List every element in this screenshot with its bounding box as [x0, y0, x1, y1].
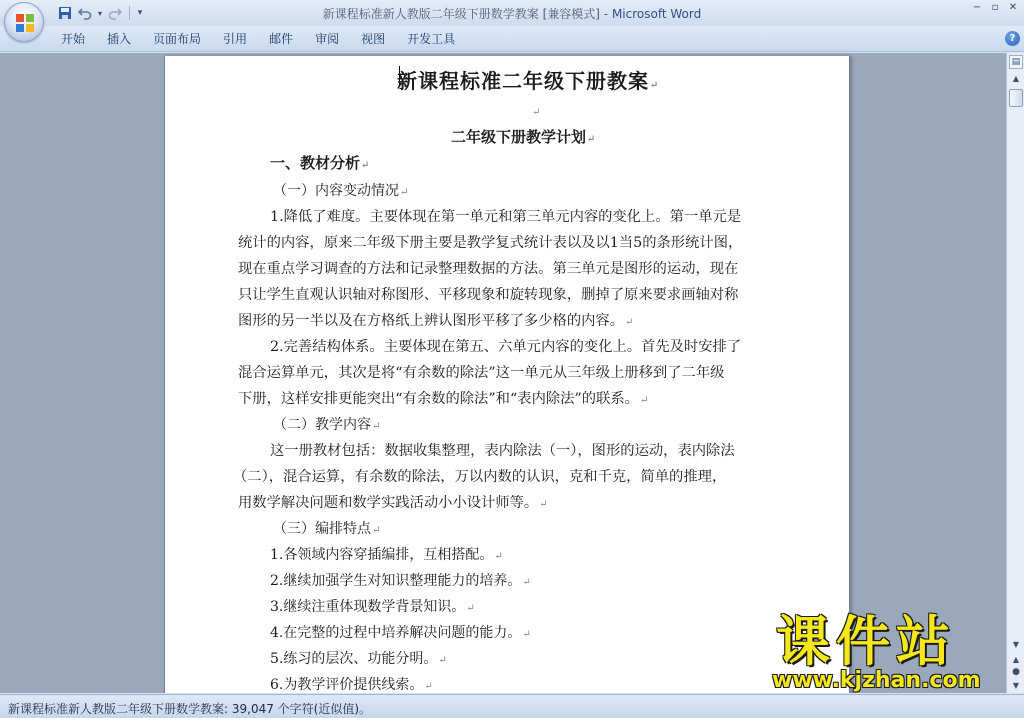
select-browse-object-icon[interactable]: ●: [1012, 667, 1020, 677]
paragraph-mark: ↵: [539, 499, 548, 510]
list-item[interactable]: 2.继续加强学生对知识整理能力的培养。↵: [270, 573, 531, 589]
list-item[interactable]: 1.各领域内容穿插编排，互相搭配。↵: [270, 547, 503, 563]
tab-developer[interactable]: 开发工具: [407, 32, 456, 46]
body-line[interactable]: 只让学生直观认识轴对称图形、平移现象和旋转现象，删掉了原来要求画轴对称: [238, 287, 739, 303]
close-button[interactable]: ✕: [1008, 1, 1018, 13]
paragraph-mark: ↵: [372, 421, 381, 432]
ribbon-tabs: [50, 30, 466, 48]
list-item[interactable]: 5.练习的层次、功能分明。↵: [270, 651, 447, 667]
tab-insert[interactable]: 插入: [107, 32, 132, 46]
body-line[interactable]: （二），混合运算，有余数的除法，万以内数的认识，克和千克，简单的推理，: [233, 469, 727, 485]
scroll-down-icon[interactable]: ▼: [1012, 639, 1020, 649]
subsection-heading[interactable]: （二）教学内容↵: [273, 417, 381, 433]
status-bar: [0, 694, 1024, 718]
office-button[interactable]: [4, 2, 44, 42]
window-title: [0, 5, 1024, 22]
paragraph-mark: ↵: [532, 107, 541, 118]
body-line[interactable]: 用数学解决问题和数学实践活动小小设计师等。↵: [238, 495, 548, 511]
paragraph-mark: ↵: [522, 577, 531, 588]
paragraph-mark: ↵: [650, 80, 660, 91]
paragraph-mark: ↵: [361, 160, 370, 171]
title-bar: [0, 0, 1024, 26]
title-separator: -: [599, 7, 612, 21]
empty-paragraph[interactable]: [531, 104, 540, 118]
tab-view[interactable]: 视图: [361, 32, 386, 46]
paragraph-mark: ↵: [424, 681, 433, 692]
tab-mailings[interactable]: 邮件: [269, 32, 294, 46]
list-item[interactable]: 4.在完整的过程中培养解决问题的能力。↵: [270, 625, 531, 641]
watermark-url: www.kjzhan.com: [772, 668, 981, 693]
subsection-heading[interactable]: （三）编排特点↵: [273, 521, 381, 537]
body-line[interactable]: 2.完善结构体系。主要体现在第五、六单元内容的变化上。首先及时安排了: [270, 339, 742, 355]
vertical-scrollbar[interactable]: [1006, 53, 1024, 693]
help-icon[interactable]: ?: [1005, 31, 1020, 46]
section-heading[interactable]: 一、教材分析↵: [270, 154, 370, 172]
document-page[interactable]: [164, 56, 850, 693]
window-controls: [968, 0, 1022, 14]
body-line[interactable]: 1.降低了难度。主要体现在第一单元和第三单元内容的变化上。第一单元是: [270, 209, 742, 225]
minimize-button[interactable]: −: [972, 1, 982, 13]
tab-page-layout[interactable]: 页面布局: [153, 32, 202, 46]
ribbon-tab-bar: [0, 26, 1024, 52]
office-logo-icon: [15, 12, 35, 34]
document-name: 新课程标准新人教版二年级下册数学教案 [兼容模式]: [322, 7, 600, 21]
document-workspace: [0, 53, 1006, 693]
watermark: [770, 612, 1010, 696]
restore-button[interactable]: ▫: [991, 1, 999, 13]
subsection-heading[interactable]: （一）内容变动情况↵: [273, 183, 409, 199]
body-line[interactable]: 下册，这样安排更能突出“有余数的除法”和“表内除法”的联系。↵: [238, 391, 649, 407]
body-line[interactable]: 统计的内容，原来二年级下册主要是教学复式统计表以及以1当5的条形统计图，: [238, 235, 743, 251]
document-title[interactable]: 新课程标准二年级下册教案↵: [397, 69, 660, 93]
body-line[interactable]: 混合运算单元，其次是将“有余数的除法”这一单元从三年级上册移到了二年级: [238, 365, 725, 381]
paragraph-mark: ↵: [372, 525, 381, 536]
body-line[interactable]: 这一册教材包括：数据收集整理，表内除法（一），图形的运动，表内除法: [270, 443, 735, 459]
tab-references[interactable]: 引用: [223, 32, 248, 46]
previous-page-icon[interactable]: ▲: [1012, 654, 1020, 664]
word-count-status[interactable]: 新课程标准新人教版二年级下册数学教案: 39,047 个字符(近似值)。: [8, 702, 372, 716]
paragraph-mark: ↵: [587, 134, 596, 145]
scroll-thumb[interactable]: [1009, 89, 1023, 107]
scroll-up-icon[interactable]: ▲: [1012, 73, 1020, 83]
paragraph-mark: ↵: [522, 629, 531, 640]
paragraph-mark: ↵: [438, 655, 447, 666]
tab-review[interactable]: 审阅: [315, 32, 340, 46]
body-line[interactable]: 现在重点学习调查的方法和记录整理数据的方法。第三单元是图形的运动，现在: [238, 261, 739, 277]
paragraph-mark: ↵: [494, 551, 503, 562]
list-item[interactable]: 6.为教学评价提供线索。↵: [270, 677, 433, 693]
paragraph-mark: ↵: [639, 395, 649, 406]
next-page-icon[interactable]: ▼: [1012, 680, 1020, 690]
document-subtitle[interactable]: 二年级下册教学计划↵: [451, 128, 596, 146]
body-line[interactable]: 图形的另一半以及在方格纸上辨认图形平移了多少格的内容。↵: [238, 313, 634, 329]
paragraph-mark: ↵: [466, 603, 475, 614]
paragraph-mark: ↵: [400, 187, 409, 198]
list-item[interactable]: 3.继续注重体现数学背景知识。↵: [270, 599, 475, 615]
app-name: Microsoft Word: [611, 7, 702, 21]
view-ruler-icon[interactable]: ▤: [1009, 55, 1023, 69]
undo-dropdown-icon[interactable]: ▾: [97, 8, 102, 18]
tab-home[interactable]: 开始: [61, 32, 86, 46]
watermark-logo-text: 课件站: [776, 610, 956, 673]
customize-qat-icon[interactable]: ▾: [137, 8, 143, 18]
paragraph-mark: ↵: [625, 317, 634, 328]
